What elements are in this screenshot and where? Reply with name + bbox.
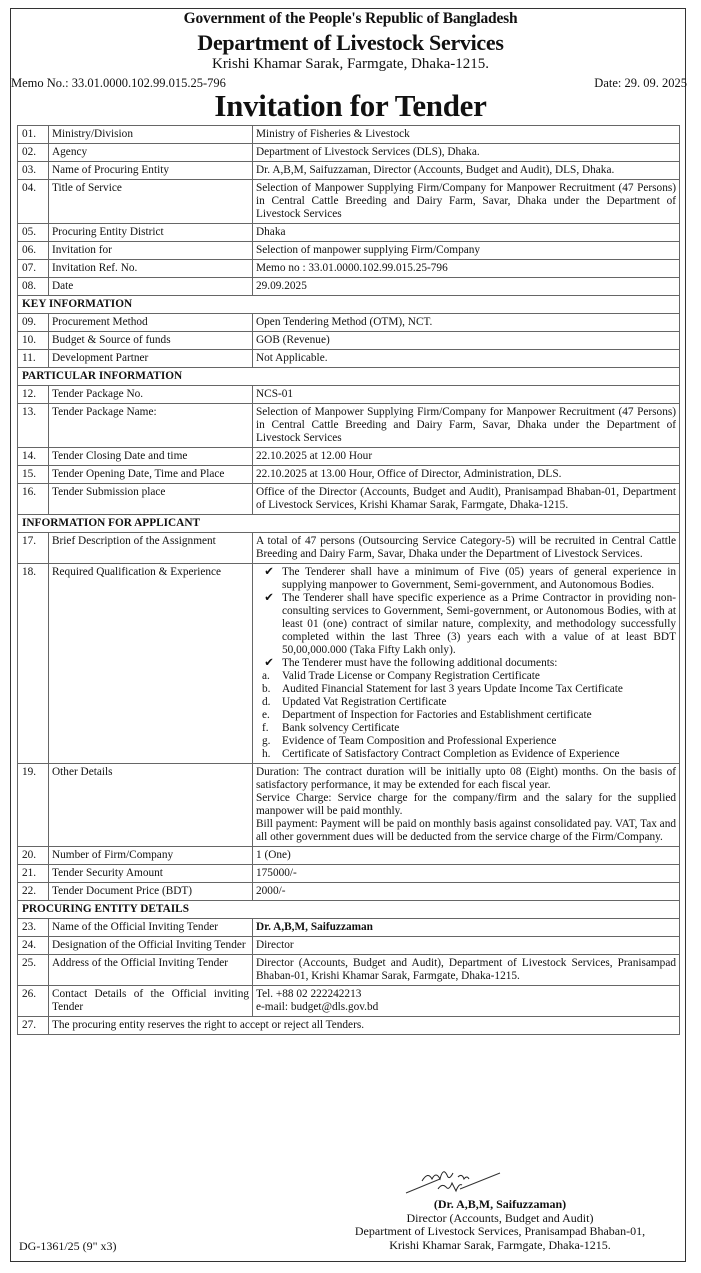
row-number: 10. <box>18 332 49 350</box>
row-number: 24. <box>18 937 49 955</box>
table-row <box>18 332 680 350</box>
item-letter: h. <box>262 748 271 760</box>
requirement-text: The Tenderer must have the following additional documents: <box>282 657 558 669</box>
item-letter: g. <box>262 735 271 747</box>
row-number: 17. <box>18 533 49 564</box>
row-label: Date <box>49 278 253 296</box>
table-row <box>18 278 680 296</box>
row-number: 20. <box>18 847 49 865</box>
department-address: Krishi Khamar Sarak, Farmgate, Dhaka-1215. <box>211 56 489 72</box>
row-number: 08. <box>18 278 49 296</box>
row-statement: The procuring entity reserves the right to accept or reject all Tenders. <box>49 1017 680 1035</box>
row-number: 15. <box>18 466 49 484</box>
signature-block <box>320 1198 680 1252</box>
requirement-text: Audited Financial Statement for last 3 years Update Income Tax Certificate <box>282 683 623 695</box>
row-value: GOB (Revenue) <box>253 332 680 350</box>
table-row <box>18 533 680 564</box>
row-number: 14. <box>18 448 49 466</box>
row-label: Invitation Ref. No. <box>49 260 253 278</box>
requirement-text: Bank solvency Certificate <box>282 722 400 734</box>
section-header-row <box>18 901 680 919</box>
row-label: Invitation for <box>49 242 253 260</box>
row-value <box>253 564 680 764</box>
row-value: Selection of manpower supplying Firm/Company <box>253 242 680 260</box>
row-number: 07. <box>18 260 49 278</box>
table-row <box>18 180 680 224</box>
detail-paragraph: Service Charge: Service charge for the company/firm and the salary for the supplied manpower will be paid monthly. <box>256 792 676 817</box>
page-title: Invitation for Tender <box>214 88 487 123</box>
requirement-item <box>256 657 676 670</box>
table-row <box>18 1017 680 1035</box>
government-heading: Government of the People's Republic of Bangladesh <box>183 10 518 27</box>
checkmark-icon: ✔ <box>264 566 274 578</box>
row-label: Tender Document Price (BDT) <box>49 883 253 901</box>
row-number: 03. <box>18 162 49 180</box>
row-number: 23. <box>18 919 49 937</box>
table-row <box>18 350 680 368</box>
row-value: Office of the Director (Accounts, Budget and Audit), Pranisampad Bhaban-01, Department of Livestock Services, Krishi Khamar Sarak, Farmgate, Dhaka-1215. <box>253 484 680 515</box>
row-label: Name of the Official Inviting Tender <box>49 919 253 937</box>
memo-date: Date: 29. 09. 2025 <box>594 76 687 90</box>
signatory-address-line-2: Krishi Khamar Sarak, Farmgate, Dhaka-1215. <box>389 1237 611 1252</box>
row-number: 02. <box>18 144 49 162</box>
row-label: Tender Submission place <box>49 484 253 515</box>
requirement-item <box>256 709 676 722</box>
row-value: 22.10.2025 at 13.00 Hour, Office of Director, Administration, DLS. <box>253 466 680 484</box>
table-row <box>18 162 680 180</box>
requirement-text: The Tenderer shall have a minimum of Five (05) years of general experience in supplying manpower to Government, Semi-government, and Autonomous Bodies. <box>282 566 676 591</box>
row-number: 12. <box>18 386 49 404</box>
row-value: A total of 47 persons (Outsourcing Service Category-5) will be recruited in Central Cattle Breeding and Dairy Farm, Savar, Dhaka under the Department of Livestock Services. <box>253 533 680 564</box>
requirement-text: Updated Vat Registration Certificate <box>282 696 447 708</box>
section-title: INFORMATION FOR APPLICANT <box>18 515 680 533</box>
requirement-item <box>256 722 676 735</box>
detail-paragraph: Tel. +88 02 222242213 <box>256 988 362 1000</box>
row-number: 04. <box>18 180 49 224</box>
table-row <box>18 260 680 278</box>
requirement-item <box>256 592 676 657</box>
signatory-address-line-1: Department of Livestock Services, Pranisampad Bhaban-01, <box>354 1224 646 1238</box>
row-value: Dr. A,B,M, Saifuzzaman <box>253 919 680 937</box>
memo-number: Memo No.: 33.01.0000.102.99.015.25-796 <box>11 76 226 90</box>
table-row <box>18 386 680 404</box>
row-number: 09. <box>18 314 49 332</box>
row-value: Dr. A,B,M, Saifuzzaman, Director (Accounts, Budget and Audit), DLS, Dhaka. <box>253 162 680 180</box>
row-number: 19. <box>18 764 49 847</box>
row-number: 13. <box>18 404 49 448</box>
signatory-designation: Director (Accounts, Budget and Audit) <box>406 1210 594 1225</box>
table-row <box>18 448 680 466</box>
row-label: Other Details <box>49 764 253 847</box>
table-row <box>18 144 680 162</box>
row-number: 16. <box>18 484 49 515</box>
row-value: Open Tendering Method (OTM), NCT. <box>253 314 680 332</box>
signature-image <box>400 1163 510 1201</box>
table-row <box>18 314 680 332</box>
checkmark-icon: ✔ <box>264 592 274 604</box>
requirement-text: Valid Trade License or Company Registration Certificate <box>282 670 540 682</box>
row-number: 05. <box>18 224 49 242</box>
tender-table <box>17 125 680 1035</box>
row-label: Number of Firm/Company <box>49 847 253 865</box>
row-value: 2000/- <box>253 883 680 901</box>
detail-paragraph: e-mail: budget@dls.gov.bd <box>256 1001 379 1013</box>
requirement-item <box>256 566 676 592</box>
row-label: Brief Description of the Assignment <box>49 533 253 564</box>
row-number: 26. <box>18 986 49 1017</box>
requirement-item <box>256 683 676 696</box>
section-title: PARTICULAR INFORMATION <box>18 368 680 386</box>
row-number: 25. <box>18 955 49 986</box>
row-value: 29.09.2025 <box>253 278 680 296</box>
row-value: Director <box>253 937 680 955</box>
row-number: 22. <box>18 883 49 901</box>
row-value: Ministry of Fisheries & Livestock <box>253 126 680 144</box>
row-value: Memo no : 33.01.0000.102.99.015.25-796 <box>253 260 680 278</box>
requirement-item <box>256 696 676 709</box>
row-value <box>253 764 680 847</box>
row-label: Designation of the Official Inviting Tender <box>49 937 253 955</box>
table-row <box>18 919 680 937</box>
row-value: Selection of Manpower Supplying Firm/Company for Manpower Recruitment (47 Persons) in Central Cattle Breeding and Dairy Farm, Savar, Dhaka under the Department of Livestock Services <box>253 180 680 224</box>
table-row <box>18 224 680 242</box>
table-row <box>18 564 680 764</box>
row-value: Director (Accounts, Budget and Audit), Department of Livestock Services, Pranisampad Bhaban-01, Krishi Khamar Sarak, Farmgate, Dhaka-1215. <box>253 955 680 986</box>
table-row <box>18 986 680 1017</box>
section-title: KEY INFORMATION <box>18 296 680 314</box>
section-title: PROCURING ENTITY DETAILS <box>18 901 680 919</box>
table-row <box>18 937 680 955</box>
publication-code: DG-1361/25 (9" x3) <box>19 1239 117 1253</box>
signatory-name: (Dr. A,B,M, Saifuzzaman) <box>433 1197 567 1211</box>
requirement-text: The Tenderer shall have specific experience as a Prime Contractor in providing non-consulting services to Government, Semi-government, or Autonomous Bodies, with at least 01 (one) contract of similar nature, complexity, and methodology successfully completed within the last Three (3) years each with a value of at least BDT 50,00,000.000 (Taka Fifty Lakh only). <box>282 592 676 656</box>
row-label: Address of the Official Inviting Tender <box>49 955 253 986</box>
table-row <box>18 764 680 847</box>
row-label: Tender Opening Date, Time and Place <box>49 466 253 484</box>
row-label: Required Qualification & Experience <box>49 564 253 764</box>
table-row <box>18 404 680 448</box>
row-label: Procurement Method <box>49 314 253 332</box>
row-label: Agency <box>49 144 253 162</box>
row-label: Development Partner <box>49 350 253 368</box>
row-label: Name of Procuring Entity <box>49 162 253 180</box>
table-row <box>18 955 680 986</box>
row-label: Procuring Entity District <box>49 224 253 242</box>
section-header-row <box>18 515 680 533</box>
row-label: Contact Details of the Official inviting Tender <box>49 986 253 1017</box>
item-letter: d. <box>262 696 271 708</box>
row-value: 22.10.2025 at 12.00 Hour <box>253 448 680 466</box>
item-letter: a. <box>262 670 270 682</box>
row-number: 27. <box>18 1017 49 1035</box>
table-row <box>18 466 680 484</box>
department-heading: Department of Livestock Services <box>197 30 504 55</box>
item-letter: f. <box>262 722 269 734</box>
requirement-text: Department of Inspection for Factories and Establishment certificate <box>282 709 592 721</box>
row-label: Tender Package Name: <box>49 404 253 448</box>
item-letter: b. <box>262 683 271 695</box>
row-value: NCS-01 <box>253 386 680 404</box>
row-value: Department of Livestock Services (DLS), Dhaka. <box>253 144 680 162</box>
requirement-text: Evidence of Team Composition and Professional Experience <box>282 735 557 747</box>
row-value: Dhaka <box>253 224 680 242</box>
row-label: Tender Closing Date and time <box>49 448 253 466</box>
requirement-item <box>256 735 676 748</box>
row-label: Tender Security Amount <box>49 865 253 883</box>
row-value: Selection of Manpower Supplying Firm/Company for Manpower Recruitment (47 Persons) in Central Cattle Breeding and Dairy Farm, Savar, Dhaka under the Department of Livestock Services <box>253 404 680 448</box>
section-header-row <box>18 368 680 386</box>
table-row <box>18 484 680 515</box>
requirement-text: Certificate of Satisfactory Contract Completion as Evidence of Experience <box>282 748 620 760</box>
row-label: Tender Package No. <box>49 386 253 404</box>
row-value: 175000/- <box>253 865 680 883</box>
detail-paragraph: Bill payment: Payment will be paid on monthly basis against consolidated pay. VAT, Tax and all other government dues will be deducted from the service charge of the Firm/Company. <box>256 818 676 843</box>
row-label: Title of Service <box>49 180 253 224</box>
row-number: 21. <box>18 865 49 883</box>
row-number: 01. <box>18 126 49 144</box>
table-row <box>18 847 680 865</box>
row-value: Not Applicable. <box>253 350 680 368</box>
table-row <box>18 883 680 901</box>
row-label: Ministry/Division <box>49 126 253 144</box>
section-header-row <box>18 296 680 314</box>
row-value <box>253 986 680 1017</box>
item-letter: e. <box>262 709 270 721</box>
detail-paragraph: Duration: The contract duration will be initially upto 08 (Eight) months. On the basis of satisfactory performance, it may be extended for each fiscal year. <box>256 766 676 791</box>
table-row <box>18 242 680 260</box>
row-number: 11. <box>18 350 49 368</box>
row-number: 18. <box>18 564 49 764</box>
checkmark-icon: ✔ <box>264 657 274 669</box>
table-row <box>18 865 680 883</box>
table-row <box>18 126 680 144</box>
requirement-item <box>256 670 676 683</box>
row-value: 1 (One) <box>253 847 680 865</box>
requirement-item <box>256 748 676 761</box>
row-number: 06. <box>18 242 49 260</box>
row-label: Budget & Source of funds <box>49 332 253 350</box>
